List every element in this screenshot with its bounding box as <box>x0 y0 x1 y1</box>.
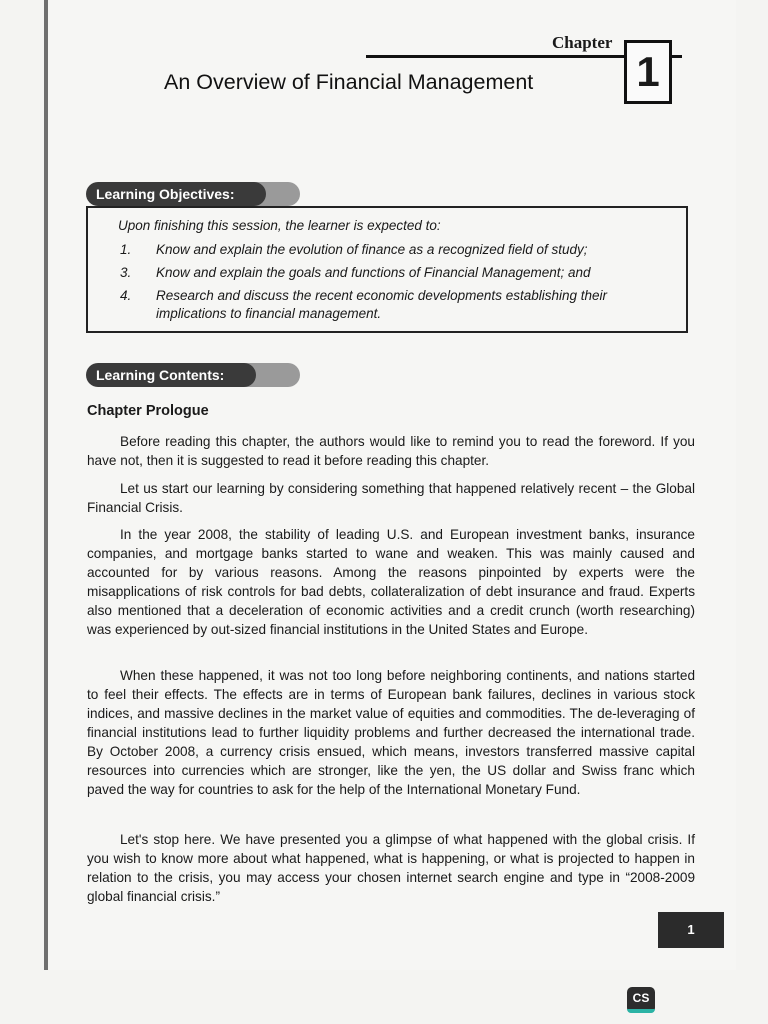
paragraph: When these happened, it was not too long before neighboring continents, and nations started to feel their effects. The effects are in terms of European bank failures, declines in various stock indices, and massive declines in the market value of equities and commodities. The de-leveraging of financial institutions lead to further liquidity problems and further decreased the international trade. By October 2008, a currency crisis ensued, which means, investors transferred massive capital resources into currencies which are stronger, like the yen, the US dollar and Swiss franc which paved the way for countries to ask for the help of the International Monetary Fund. <box>87 668 695 797</box>
page-number: 1 <box>658 912 724 948</box>
objective-number: 4. <box>120 288 132 303</box>
scanner-app-logo: CS <box>627 987 655 1013</box>
contents-heading: Learning Contents: <box>86 363 256 387</box>
page-binding-edge <box>44 0 48 970</box>
objective-number: 3. <box>120 265 132 280</box>
objective-text: Know and explain the goals and functions of Financial Management; and <box>156 265 591 280</box>
paragraph: In the year 2008, the stability of leading U.S. and European investment banks, insurance companies, and mortgage banks started to wane and weaken. This was mainly caused and accounted for by various reasons. Among the reasons pinpointed by experts were the misapplications of risk controls for bad debts, collateralization of debt insurance and fraud. Experts also mentioned that a deceleration of economic activities and a credit crunch (worth researching) was experienced by out-sized financial institutions in the United States and Europe. <box>87 527 695 637</box>
objective-text: Research and discuss the recent economic developments establishing their <box>156 288 607 303</box>
chapter-label: Chapter <box>552 33 613 52</box>
objective-text: Know and explain the evolution of finance as a recognized field of study; <box>156 242 588 257</box>
objective-number: 1. <box>120 242 132 257</box>
section-heading: Chapter Prologue <box>87 403 209 419</box>
paragraph: Let us start our learning by considering something that happened relatively recent – the Global Financial Crisis. <box>87 481 695 515</box>
objectives-intro: Upon finishing this session, the learner is expected to: <box>118 218 441 233</box>
paragraph: Let's stop here. We have presented you a glimpse of what happened with the global crisis. If you wish to know more about what happened, what is happening, or what is projected to happen in relation to the crisis, you may access your chosen internet search engine and type in “2008-2009 global financial crisis.” <box>87 832 695 904</box>
page-title: An Overview of Financial Management <box>164 70 534 94</box>
paragraph: Before reading this chapter, the authors would like to remind you to read the foreword. If you have not, then it is suggested to read it before reading this chapter. <box>87 434 695 468</box>
chapter-number: 1 <box>624 40 672 104</box>
objective-text-continued: implications to financial management. <box>156 306 382 321</box>
objectives-heading: Learning Objectives: <box>86 182 266 206</box>
